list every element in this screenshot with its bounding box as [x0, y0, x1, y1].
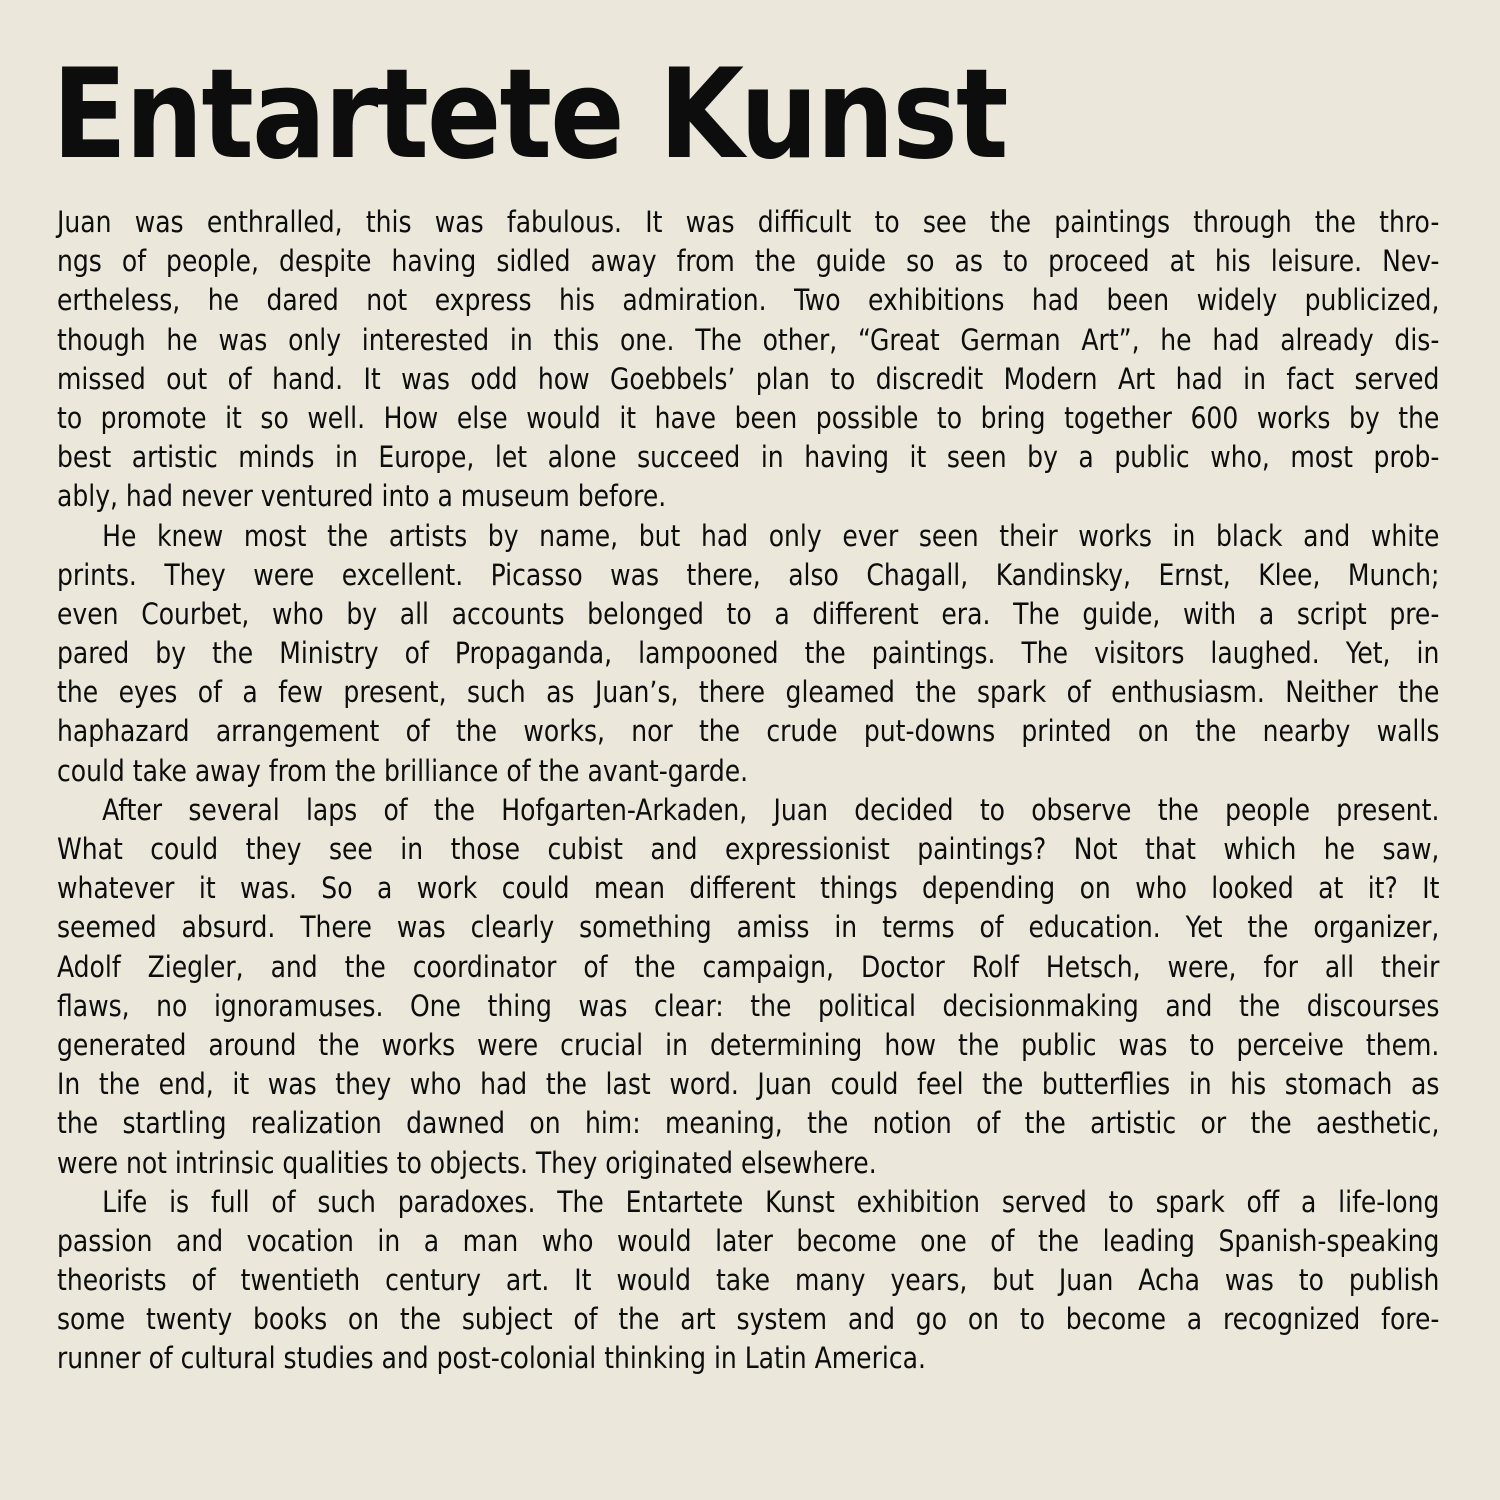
text-line: prints. They were excellent. Picasso was there, also Chagall, Kandinsky, Ernst, Klee, Munch; — [57, 557, 1440, 592]
text-line: passion and vocation in a man who would later become one of the leading Spanish-speaking — [57, 1223, 1440, 1258]
text-line: though he was only interested in this one. The other, “Great German Art”, he had already dis- — [57, 322, 1440, 357]
text-line: best artistic minds in Europe, let alone succeed in having it seen by a public who, most prob- — [57, 440, 1440, 475]
text-line: After several laps of the Hofgarten-Arkaden, Juan decided to observe the people present. — [102, 792, 1440, 827]
text-line: What could they see in those cubist and expressionist paintings? Not that which he saw, — [57, 832, 1440, 866]
text-line: Life is full of such paradoxes. The Entartete Kunst exhibition served to spark off a life-long — [102, 1184, 1440, 1219]
text-line: Adolf Ziegler, and the coordinator of the campaign, Doctor Rolf Hetsch, were, for all their — [57, 949, 1440, 984]
text-line: could take away from the brilliance of the avant-garde. — [57, 753, 749, 788]
text-line: pared by the Ministry of Propaganda, lampooned the paintings. The visitors laughed. Yet, in — [57, 636, 1440, 671]
body-text — [57, 203, 1439, 1379]
text-line: theorists of twentieth century art. It would take many years, but Juan Acha was to publish — [57, 1263, 1440, 1298]
text-line: He knew most the artists by name, but had only ever seen their works in black and white — [102, 518, 1440, 553]
text-line: the startling realization dawned on him: meaning, the notion of the artistic or the aesthetic, — [57, 1106, 1440, 1141]
text-line: ngs of people, despite having sidled away from the guide so as to proceed at his leisure. Nev- — [57, 244, 1440, 279]
text-line: the eyes of a few present, such as Juan’s, there gleamed the spark of enthusiasm. Neither the — [57, 675, 1440, 710]
text-line: to promote it so well. How else would it have been possible to bring together 600 works by the — [57, 400, 1440, 435]
text-line: ertheless, he dared not express his admiration. Two exhibitions had been widely publicized, — [57, 283, 1440, 318]
text-line: whatever it was. So a work could mean different things depending on who looked at it? It — [57, 871, 1440, 906]
text-line: ably, had never ventured into a museum before. — [57, 479, 667, 514]
page-title: Entartete Kunst — [52, 43, 1007, 187]
text-line: flaws, no ignoramuses. One thing was clear: the political decisionmaking and the discourses — [57, 988, 1440, 1023]
text-line: even Courbet, who by all accounts belonged to a different era. The guide, with a script pre- — [57, 596, 1440, 631]
text-line: missed out of hand. It was odd how Goebbels’ plan to discredit Modern Art had in fact served — [57, 361, 1440, 396]
text-line: generated around the works were crucial in determining how the public was to perceive them. — [57, 1027, 1440, 1062]
text-line: In the end, it was they who had the last word. Juan could feel the butterflies in his stomach as — [57, 1067, 1440, 1102]
text-line: seemed absurd. There was clearly something amiss in terms of education. Yet the organizer, — [57, 910, 1440, 945]
text-line: Juan was enthralled, this was fabulous. It was difficult to see the paintings through the thro- — [57, 205, 1440, 239]
text-line: haphazard arrangement of the works, nor the crude put-downs printed on the nearby walls — [57, 714, 1440, 749]
text-line: were not intrinsic qualities to objects. They originated elsewhere. — [57, 1145, 877, 1180]
text-line: runner of cultural studies and post-colonial thinking in Latin America. — [57, 1341, 926, 1376]
text-line: some twenty books on the subject of the art system and go on to become a recognized fore- — [57, 1302, 1440, 1337]
